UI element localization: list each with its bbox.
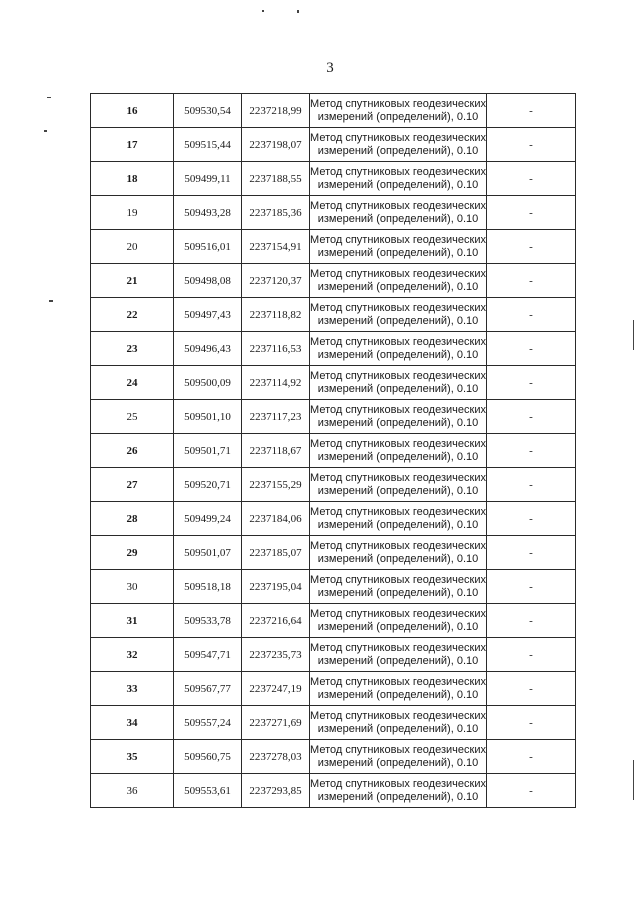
point-number: 20 — [91, 230, 174, 264]
point-number: 29 — [91, 536, 174, 570]
coordinate-x: 509501,07 — [174, 536, 242, 570]
method-line-1: Метод спутниковых геодезических — [310, 335, 486, 348]
description-cell: - — [487, 230, 576, 264]
method-line-1: Метод спутниковых геодезических — [310, 471, 486, 484]
method-line-2: измерений (определений), 0.10 — [317, 450, 479, 463]
method-line-2: измерений (определений), 0.10 — [317, 212, 479, 225]
method-line-1: Метод спутниковых геодезических — [310, 505, 486, 518]
point-number: 16 — [91, 94, 174, 128]
description-cell: - — [487, 298, 576, 332]
coordinate-x: 509557,24 — [174, 706, 242, 740]
method-line-2: измерений (определений), 0.10 — [317, 280, 479, 293]
coordinate-x: 509501,10 — [174, 400, 242, 434]
coordinate-y: 2237218,99 — [242, 94, 310, 128]
method-line-2: измерений (определений), 0.10 — [317, 722, 479, 735]
table-row — [91, 468, 576, 502]
coordinate-y: 2237185,07 — [242, 536, 310, 570]
method-line-1: Метод спутниковых геодезических — [310, 539, 486, 552]
coordinates-table-body — [91, 94, 576, 808]
description-cell: - — [487, 162, 576, 196]
coordinate-y: 2237185,36 — [242, 196, 310, 230]
table-row — [91, 672, 576, 706]
method-cell — [310, 434, 487, 468]
coordinate-x: 509547,71 — [174, 638, 242, 672]
description-cell: - — [487, 468, 576, 502]
coordinate-y: 2237247,19 — [242, 672, 310, 706]
point-number: 28 — [91, 502, 174, 536]
point-number: 35 — [91, 740, 174, 774]
table-row — [91, 400, 576, 434]
method-line-2: измерений (определений), 0.10 — [317, 654, 479, 667]
scan-speck — [44, 130, 47, 132]
coordinate-y: 2237216,64 — [242, 604, 310, 638]
point-number: 23 — [91, 332, 174, 366]
coordinate-y: 2237155,29 — [242, 468, 310, 502]
scan-speck — [49, 300, 53, 302]
method-cell — [310, 298, 487, 332]
description-cell: - — [487, 638, 576, 672]
description-cell: - — [487, 196, 576, 230]
method-line-1: Метод спутниковых геодезических — [310, 437, 486, 450]
table-row — [91, 196, 576, 230]
method-line-2: измерений (определений), 0.10 — [317, 348, 479, 361]
method-line-2: измерений (определений), 0.10 — [317, 688, 479, 701]
method-line-1: Метод спутниковых геодезических — [310, 131, 486, 144]
method-cell — [310, 672, 487, 706]
coordinate-x: 509498,08 — [174, 264, 242, 298]
method-cell — [310, 740, 487, 774]
coordinate-x: 509553,61 — [174, 774, 242, 808]
coordinates-table — [90, 93, 576, 808]
description-cell: - — [487, 672, 576, 706]
method-line-1: Метод спутниковых геодезических — [310, 675, 486, 688]
coordinate-x: 509499,24 — [174, 502, 242, 536]
coordinate-x: 509499,11 — [174, 162, 242, 196]
method-cell — [310, 502, 487, 536]
method-line-1: Метод спутниковых геодезических — [310, 301, 486, 314]
point-number: 22 — [91, 298, 174, 332]
method-line-2: измерений (определений), 0.10 — [317, 756, 479, 769]
coordinate-x: 509567,77 — [174, 672, 242, 706]
coordinate-y: 2237120,37 — [242, 264, 310, 298]
table-row — [91, 638, 576, 672]
coordinate-x: 509530,54 — [174, 94, 242, 128]
coordinate-y: 2237188,55 — [242, 162, 310, 196]
description-cell: - — [487, 332, 576, 366]
method-line-1: Метод спутниковых геодезических — [310, 97, 486, 110]
method-line-2: измерений (определений), 0.10 — [317, 620, 479, 633]
coordinate-x: 509500,09 — [174, 366, 242, 400]
point-number: 18 — [91, 162, 174, 196]
method-line-1: Метод спутниковых геодезических — [310, 165, 486, 178]
method-cell — [310, 332, 487, 366]
description-cell: - — [487, 536, 576, 570]
method-cell — [310, 536, 487, 570]
coordinate-x: 509516,01 — [174, 230, 242, 264]
method-line-2: измерений (определений), 0.10 — [317, 382, 479, 395]
coordinate-x: 509493,28 — [174, 196, 242, 230]
method-line-2: измерений (определений), 0.10 — [317, 790, 479, 803]
scan-speck — [633, 320, 634, 350]
method-line-2: измерений (определений), 0.10 — [317, 416, 479, 429]
page-number: 3 — [326, 60, 334, 76]
method-line-2: измерений (определений), 0.10 — [317, 484, 479, 497]
point-number: 32 — [91, 638, 174, 672]
method-line-2: измерений (определений), 0.10 — [317, 246, 479, 259]
method-line-2: измерений (определений), 0.10 — [317, 178, 479, 191]
coordinate-y: 2237118,82 — [242, 298, 310, 332]
table-row — [91, 570, 576, 604]
coordinate-x: 509560,75 — [174, 740, 242, 774]
table-row — [91, 264, 576, 298]
point-number: 36 — [91, 774, 174, 808]
coordinate-x: 509501,71 — [174, 434, 242, 468]
coordinate-y: 2237198,07 — [242, 128, 310, 162]
method-line-2: измерений (определений), 0.10 — [317, 314, 479, 327]
coordinate-y: 2237195,04 — [242, 570, 310, 604]
point-number: 24 — [91, 366, 174, 400]
description-cell: - — [487, 94, 576, 128]
method-cell — [310, 196, 487, 230]
point-number: 19 — [91, 196, 174, 230]
point-number: 31 — [91, 604, 174, 638]
coordinate-y: 2237117,23 — [242, 400, 310, 434]
point-number: 30 — [91, 570, 174, 604]
point-number: 21 — [91, 264, 174, 298]
method-cell — [310, 230, 487, 264]
method-line-2: измерений (определений), 0.10 — [317, 110, 479, 123]
scan-speck — [297, 10, 299, 13]
description-cell: - — [487, 366, 576, 400]
table-row — [91, 128, 576, 162]
description-cell: - — [487, 706, 576, 740]
table-row — [91, 774, 576, 808]
method-line-1: Метод спутниковых геодезических — [310, 607, 486, 620]
method-line-1: Метод спутниковых геодезических — [310, 743, 486, 756]
table-row — [91, 332, 576, 366]
method-cell — [310, 128, 487, 162]
method-line-1: Метод спутниковых геодезических — [310, 233, 486, 246]
table-row — [91, 604, 576, 638]
coordinate-y: 2237154,91 — [242, 230, 310, 264]
description-cell: - — [487, 502, 576, 536]
coordinate-y: 2237293,85 — [242, 774, 310, 808]
method-line-1: Метод спутниковых геодезических — [310, 403, 486, 416]
table-row — [91, 298, 576, 332]
description-cell: - — [487, 434, 576, 468]
method-cell — [310, 400, 487, 434]
coordinate-x: 509496,43 — [174, 332, 242, 366]
table-row — [91, 740, 576, 774]
method-line-2: измерений (определений), 0.10 — [317, 552, 479, 565]
point-number: 33 — [91, 672, 174, 706]
description-cell: - — [487, 740, 576, 774]
method-line-1: Метод спутниковых геодезических — [310, 267, 486, 280]
description-cell: - — [487, 264, 576, 298]
point-number: 27 — [91, 468, 174, 502]
method-cell — [310, 706, 487, 740]
coordinate-y: 2237235,73 — [242, 638, 310, 672]
coordinate-y: 2237114,92 — [242, 366, 310, 400]
method-line-2: измерений (определений), 0.10 — [317, 586, 479, 599]
table-row — [91, 94, 576, 128]
method-cell — [310, 366, 487, 400]
coordinate-x: 509533,78 — [174, 604, 242, 638]
method-line-2: измерений (определений), 0.10 — [317, 518, 479, 531]
method-line-2: измерений (определений), 0.10 — [317, 144, 479, 157]
scan-speck — [262, 10, 264, 12]
description-cell: - — [487, 604, 576, 638]
method-cell — [310, 638, 487, 672]
coordinate-x: 509515,44 — [174, 128, 242, 162]
point-number: 26 — [91, 434, 174, 468]
method-line-1: Метод спутниковых геодезических — [310, 573, 486, 586]
description-cell: - — [487, 570, 576, 604]
coordinate-y: 2237271,69 — [242, 706, 310, 740]
scan-speck — [633, 760, 634, 800]
table-row — [91, 162, 576, 196]
method-line-1: Метод спутниковых геодезических — [310, 369, 486, 382]
description-cell: - — [487, 400, 576, 434]
description-cell: - — [487, 128, 576, 162]
table-row — [91, 434, 576, 468]
method-line-1: Метод спутниковых геодезических — [310, 641, 486, 654]
table-row — [91, 366, 576, 400]
method-cell — [310, 604, 487, 638]
point-number: 25 — [91, 400, 174, 434]
method-cell — [310, 94, 487, 128]
scan-speck — [47, 97, 51, 98]
method-cell — [310, 774, 487, 808]
method-cell — [310, 468, 487, 502]
coordinate-y: 2237184,06 — [242, 502, 310, 536]
point-number: 17 — [91, 128, 174, 162]
table-row — [91, 230, 576, 264]
coordinate-x: 509520,71 — [174, 468, 242, 502]
description-cell: - — [487, 774, 576, 808]
table-row — [91, 706, 576, 740]
method-cell — [310, 264, 487, 298]
method-line-1: Метод спутниковых геодезических — [310, 199, 486, 212]
point-number: 34 — [91, 706, 174, 740]
coordinate-y: 2237118,67 — [242, 434, 310, 468]
coordinate-y: 2237116,53 — [242, 332, 310, 366]
table-row — [91, 536, 576, 570]
coordinate-y: 2237278,03 — [242, 740, 310, 774]
method-cell — [310, 570, 487, 604]
coordinate-x: 509518,18 — [174, 570, 242, 604]
method-line-1: Метод спутниковых геодезических — [310, 709, 486, 722]
method-line-1: Метод спутниковых геодезических — [310, 777, 486, 790]
coordinate-x: 509497,43 — [174, 298, 242, 332]
method-cell — [310, 162, 487, 196]
table-row — [91, 502, 576, 536]
